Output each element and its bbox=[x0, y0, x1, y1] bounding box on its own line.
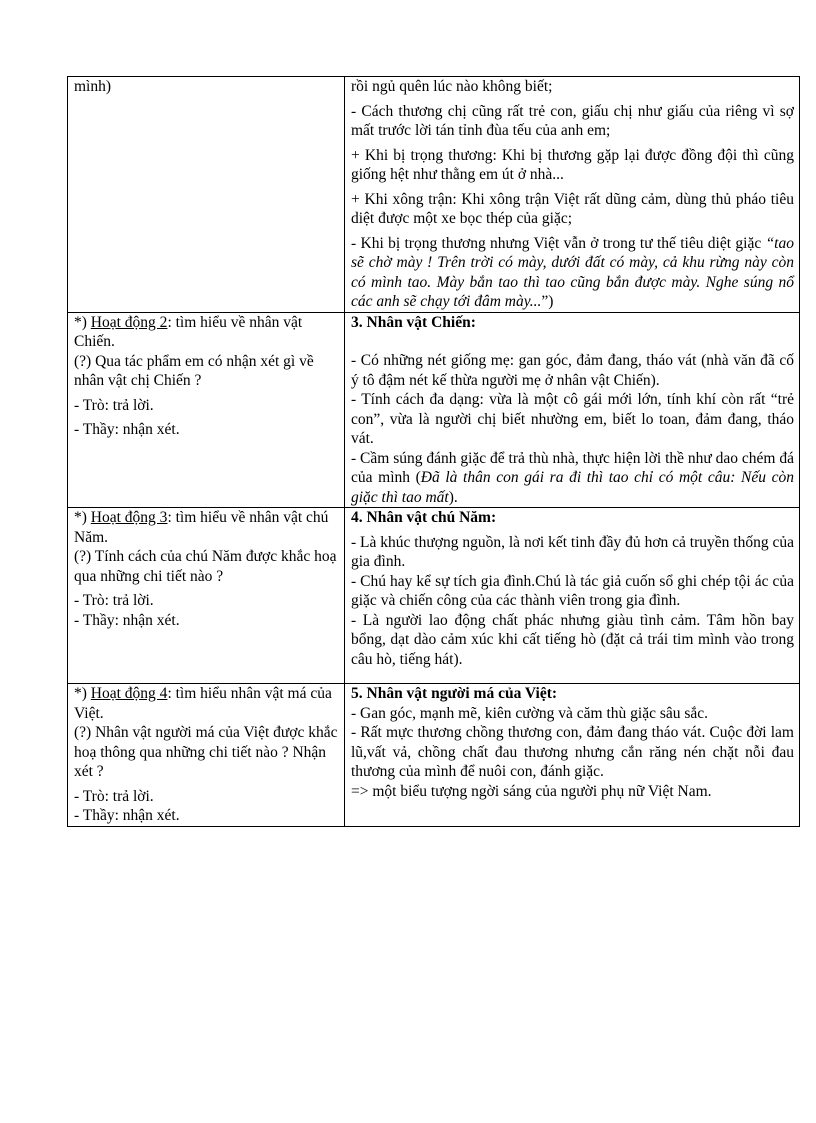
activity-question: (?) Tính cách của chú Năm được khắc hoạ qua những chi tiết nào ? bbox=[74, 548, 337, 585]
content-paragraph: - Có những nét giống mẹ: gan góc, đảm đang, tháo vát (nhà văn đã cố ý tô đậm nét kế thừa người mẹ ở nhân vật Chiến). bbox=[351, 352, 794, 389]
activity-topic: : tìm hiểu về nhân vật Chiến. bbox=[74, 313, 303, 350]
table-row bbox=[68, 312, 800, 508]
content-paragraph: + Khi xông trận: Khi xông trận Việt rất dũng cảm, dùng thủ pháo tiêu diệt được một xe bọc thép của giặc; bbox=[351, 190, 794, 227]
activity-cell bbox=[68, 312, 345, 508]
content-paragraph bbox=[351, 234, 794, 312]
content-cell bbox=[345, 508, 800, 684]
activity-label: Hoạt động 4 bbox=[90, 685, 168, 702]
table-row bbox=[68, 77, 800, 313]
activity-prefix: *) bbox=[74, 685, 91, 702]
spacer bbox=[351, 669, 794, 683]
activity-cell bbox=[68, 508, 345, 684]
quote-text: “tao sẽ chờ mày ! Trên trời có mày, dưới đất có mày, cả khu rừng này còn có mình tao. Mày bắn tao thì tao cũng bắn được mày. Nghe súng nổ các anh sẽ chạy tới đâm mày... bbox=[351, 234, 794, 310]
activity-label: Hoạt động 3 bbox=[90, 509, 168, 526]
activity-label: Hoạt động 2 bbox=[90, 313, 168, 331]
content-text: ). bbox=[448, 488, 458, 506]
content-text: - Cầm súng đánh giặc để trả thù nhà, thực hiện lời thề như dao chém đá của mình ( bbox=[351, 449, 794, 486]
activity-prefix: *) bbox=[74, 509, 91, 526]
table-row bbox=[68, 684, 800, 827]
teacher-step: - Thầy: nhận xét. bbox=[74, 421, 180, 438]
content-paragraph: rồi ngủ quên lúc nào không biết; bbox=[351, 78, 553, 95]
content-cell bbox=[345, 684, 800, 827]
section-heading: 4. Nhân vật chú Năm: bbox=[351, 509, 497, 526]
student-step: - Trò: trả lời. bbox=[74, 396, 154, 414]
content-text: ”) bbox=[541, 293, 554, 310]
content-paragraph bbox=[351, 449, 794, 508]
activity-question: (?) Nhân vật người má của Việt được khắc hoạ thông qua những chi tiết nào ? Nhận xét ? bbox=[74, 724, 338, 780]
content-paragraph: - Chú hay kể sự tích gia đình.Chú là tác giả cuốn sổ ghi chép tội ác của giặc và chiến công của các thành viên trong gia đình. bbox=[351, 572, 794, 609]
section-heading: 5. Nhân vật người má của Việt: bbox=[351, 685, 558, 702]
activity-cell bbox=[68, 684, 345, 827]
content-paragraph: - Rất mực thương chồng thương con, đảm đang tháo vát. Cuộc đời lam lũ,vất vả, chồng chất đau thương nhưng cắn răng nén chặt nỗi đau thương của mình để nuôi con, đánh giặc. bbox=[351, 724, 794, 780]
activity-cell bbox=[68, 77, 345, 313]
section-heading: 3. Nhân vật Chiến: bbox=[351, 313, 476, 331]
content-paragraph: - Tính cách đa dạng: vừa là một cô gái mới lớn, tính khí còn rất “trẻ con”, vừa là người chị biết nhường em, biết lo toan, đảm đang, tháo vát. bbox=[351, 391, 794, 447]
activity-question: (?) Qua tác phẩm em có nhận xét gì về nhân vật chị Chiến ? bbox=[74, 352, 314, 389]
continued-text: mình) bbox=[74, 78, 112, 95]
activity-prefix: *) bbox=[74, 313, 91, 331]
teacher-step: - Thầy: nhận xét. bbox=[74, 807, 180, 824]
activity-title bbox=[74, 508, 339, 547]
lesson-plan-table bbox=[67, 76, 800, 827]
table-row bbox=[68, 508, 800, 684]
content-cell bbox=[345, 312, 800, 508]
quote-text: Đã là thân con gái ra đi thì tao chỉ có một câu: Nếu còn giặc thì tao mất bbox=[351, 469, 794, 506]
content-cell bbox=[345, 77, 800, 313]
content-paragraph: => một biểu tượng ngời sáng của người phụ nữ Việt Nam. bbox=[351, 782, 712, 800]
content-paragraph: + Khi bị trọng thương: Khi bị thương gặp lại được đồng đội thì cũng giống hệt như thằng em út ở nhà... bbox=[351, 146, 794, 183]
activity-title bbox=[74, 313, 339, 352]
student-step: - Trò: trả lời. bbox=[74, 592, 154, 609]
activity-topic: : tìm hiểu nhân vật má của Việt. bbox=[74, 685, 332, 722]
student-step: - Trò: trả lời. bbox=[74, 787, 154, 805]
content-paragraph: - Cách thương chị cũng rất trẻ con, giấu chị như giấu của riêng vì sợ mất trước lời tán tỉnh đùa tếu của anh em; bbox=[351, 102, 794, 139]
content-text: - Khi bị trọng thương nhưng Việt vẫn ở trong tư thế tiêu diệt giặc bbox=[351, 234, 766, 252]
activity-topic: : tìm hiểu về nhân vật chú Năm. bbox=[74, 509, 329, 546]
activity-title bbox=[74, 684, 339, 723]
content-paragraph: - Là người lao động chất phác nhưng giàu tình cảm. Tâm hồn bay bổng, dạt dào cảm xúc khi cất tiếng hò (đặt cả trái tim mình vào trong câu hò, tiếng hát). bbox=[351, 611, 794, 668]
content-paragraph: - Là khúc thượng nguồn, là nơi kết tinh đầy đủ hơn cả truyền thống của gia đình. bbox=[351, 533, 794, 570]
content-paragraph: - Gan góc, mạnh mẽ, kiên cường và căm thù giặc sâu sắc. bbox=[351, 704, 709, 722]
teacher-step: - Thầy: nhận xét. bbox=[74, 611, 180, 629]
